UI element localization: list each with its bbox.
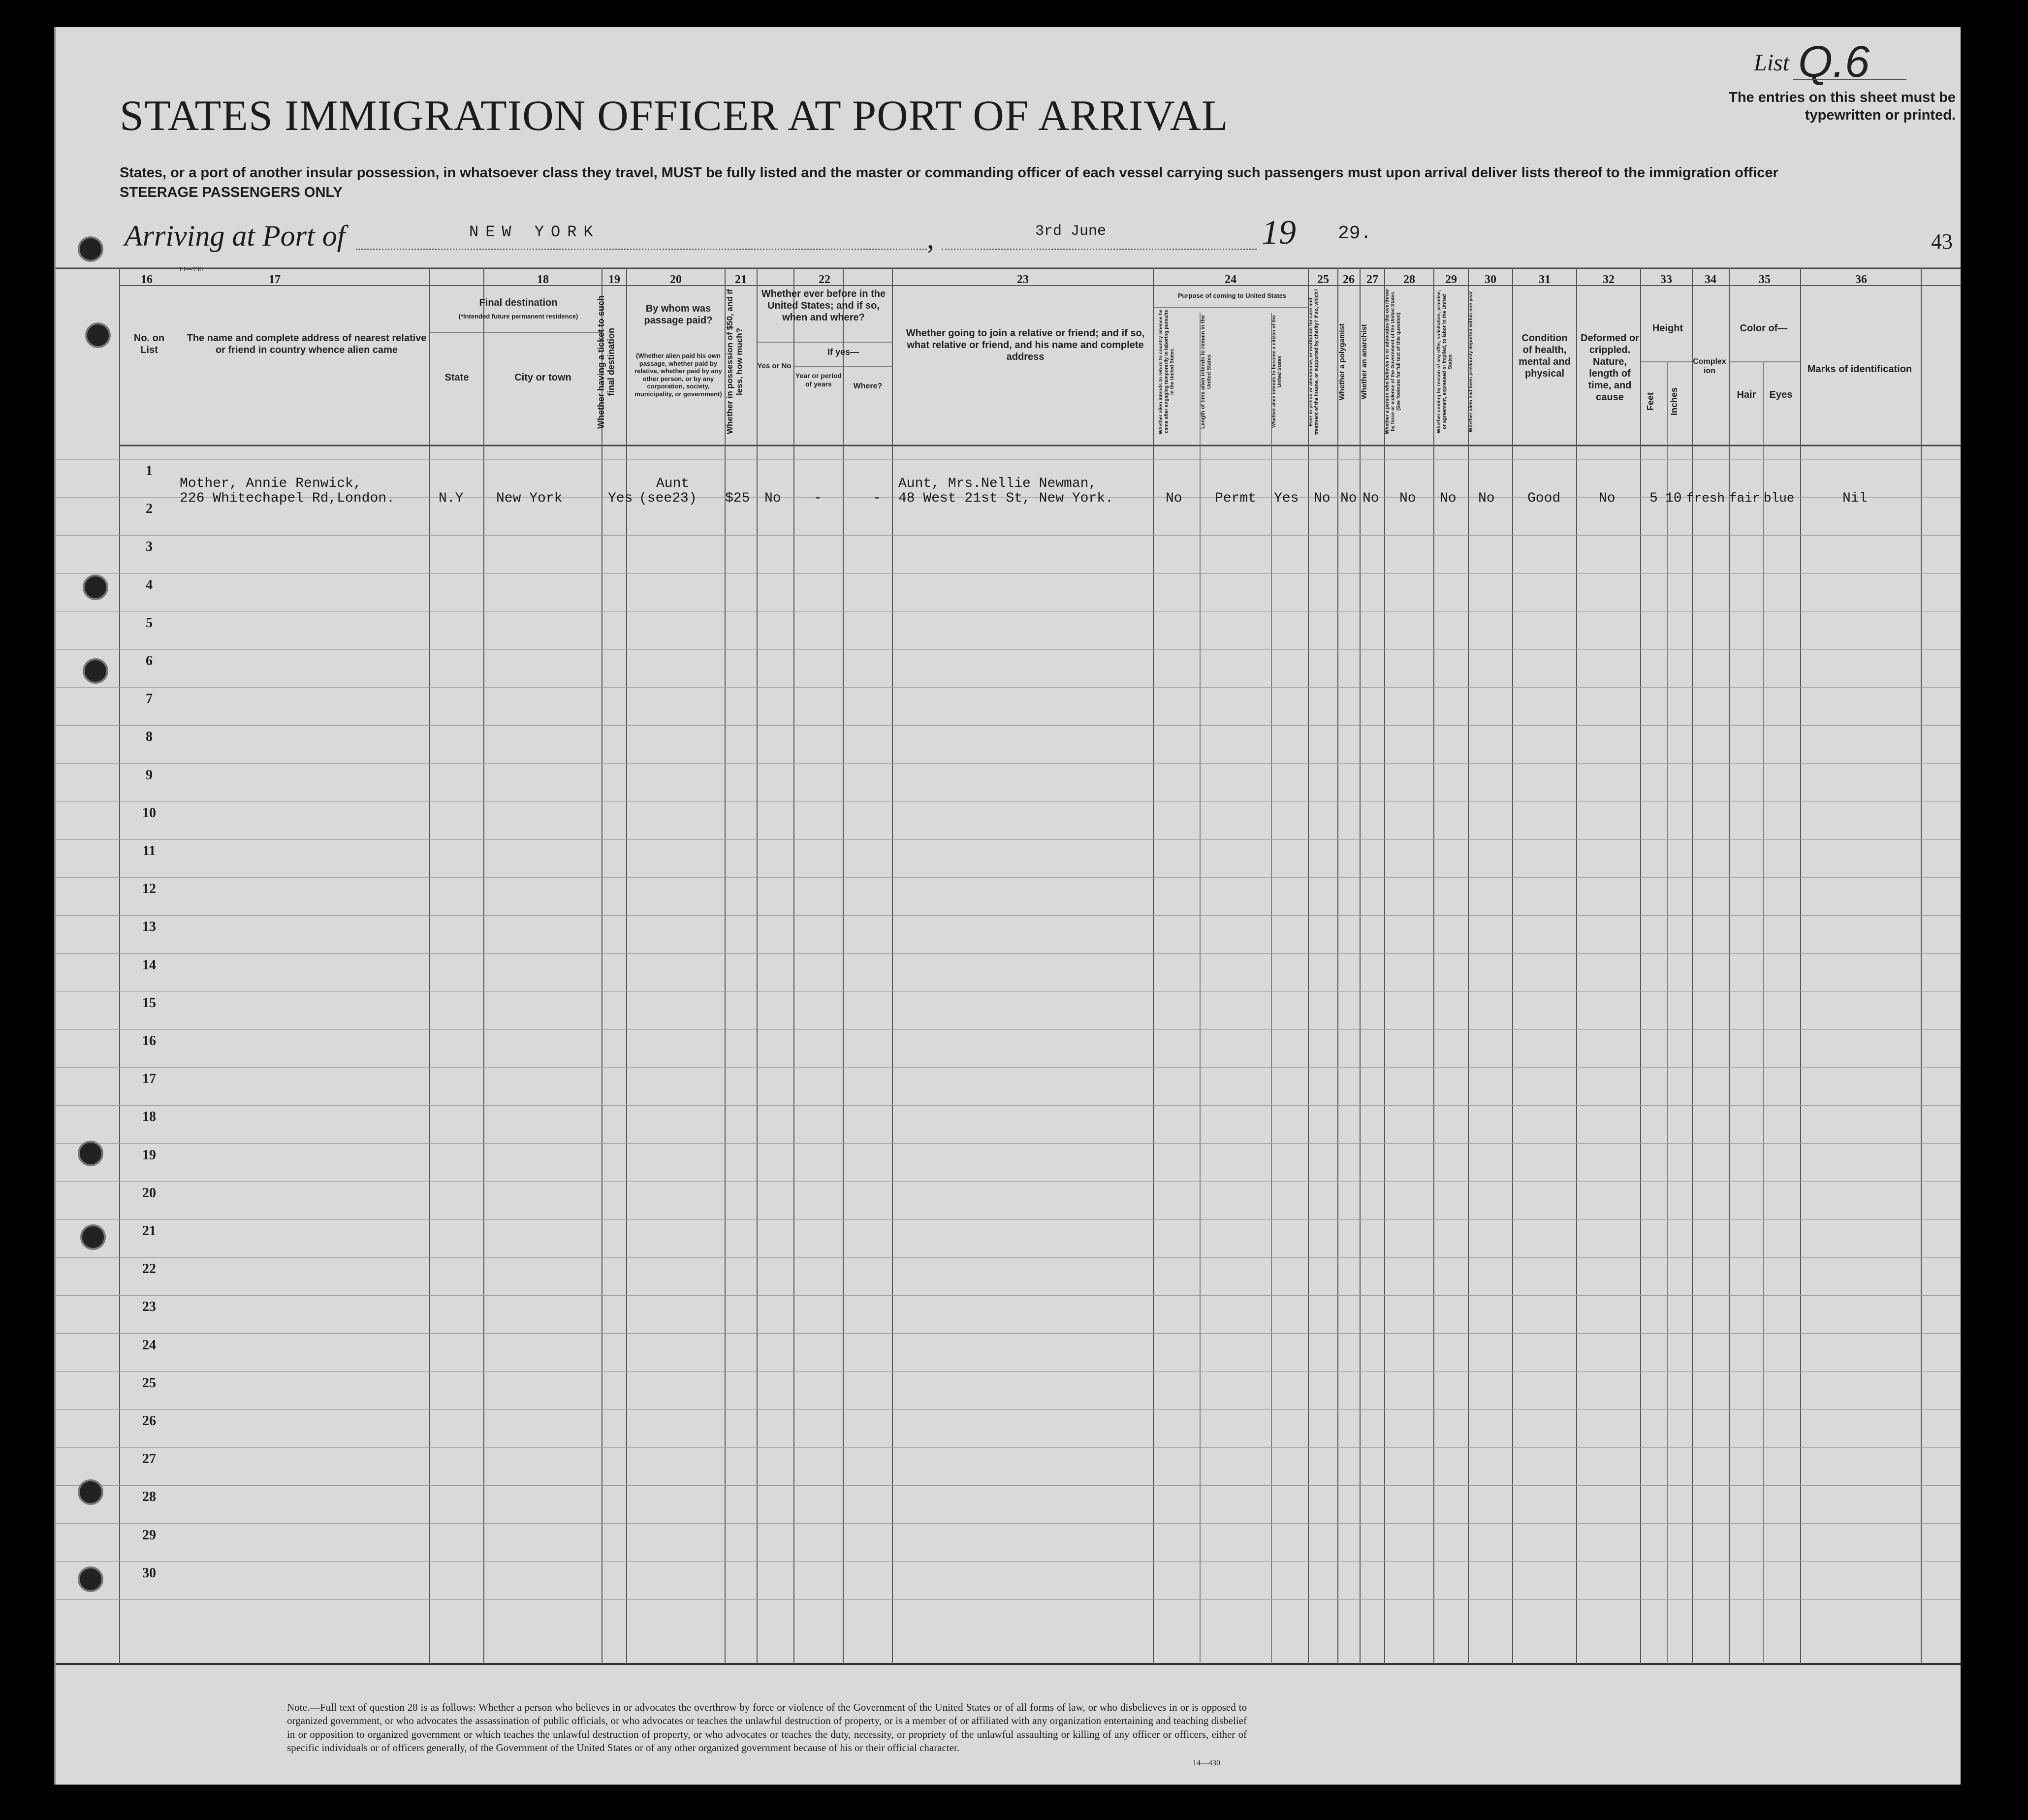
column-number: 30 <box>1485 273 1496 286</box>
labor-cell: No <box>1440 491 1457 506</box>
row-number: 19 <box>142 1147 156 1163</box>
col17-header: The name and complete address of nearest relative or friend in country whence alien came <box>187 333 427 355</box>
polygamist-cell: No <box>1340 491 1357 506</box>
col23-header: Whether going to join a relative or friend; and if so, what relative or friend, and his name and complete address <box>906 328 1145 362</box>
col28-header: Whether a person who believes in or advocates the overthrow by force or violence of the Government of the United States (See footnote for full text of this question) <box>1385 289 1401 435</box>
column-number: 22 <box>819 273 830 286</box>
col29-header: Whether coming by reason of any offer, solicitation, promise, or agreement, expressed or implied, to labor in the United States <box>1436 290 1453 434</box>
row-number: 13 <box>142 919 156 935</box>
row-number: 2 <box>146 501 153 517</box>
col18-note: (*Intended future permanent residence) <box>458 313 578 320</box>
where-cell: - <box>873 491 881 506</box>
typewritten-note: The entries on this sheet must be typewritten or printed. <box>1729 90 1956 124</box>
complexion-cell: fresh <box>1686 491 1725 506</box>
before-us-cell: No <box>764 491 781 506</box>
col33-inches-header: Inches <box>1669 387 1679 415</box>
date-value: 3rd June <box>1035 223 1107 240</box>
city-cell: New York <box>496 491 563 506</box>
page-title: STATES IMMIGRATION OFFICER AT PORT OF ARRIVAL <box>120 92 1229 140</box>
binder-hole <box>78 1141 103 1166</box>
column-number: 27 <box>1366 273 1378 286</box>
column-number: 21 <box>735 273 747 286</box>
overthrow-cell: No <box>1399 491 1416 506</box>
col18-group-header: Final destination <box>479 297 558 308</box>
row-number: 9 <box>146 767 153 783</box>
citizen-cell: Yes <box>1274 491 1299 506</box>
column-number: 34 <box>1705 273 1716 286</box>
col20-note: (Whether alien paid his own passage, whether paid by relative, whether paid by any other person, or by any corporation, society, municipality, or government) <box>634 352 722 398</box>
column-number: 35 <box>1759 273 1771 286</box>
col24c-header: Whether alien intends to become a citizen of the United States <box>1271 315 1283 428</box>
ticket-cell: Yes <box>608 491 633 506</box>
col32-header: Deformed or crippled. Nature, length of time, and cause <box>1581 333 1639 403</box>
feet-cell: 5 <box>1649 491 1658 506</box>
column-number: 33 <box>1660 273 1672 286</box>
inches-cell: 10 <box>1665 491 1682 506</box>
footer-note: Note.—Full text of question 28 is as follows: Whether a person who believes in or advocates the overthrow by force or violence of the Government of the United States or of all forms of law, or who disbelieves in or is opposed to organized government, or who advocates the assassination of public officials, or who advocates or teaches the unlawful destruction of property, or is a member of or affiliated with any organization entertaining and teaching disbelief in or opposition to organized government or which teaches the unlawful destruction of property, or who advocates or teaches the duty, necessity, or propriety of the unlawful assaulting or killing of any officer or officers, either of specific individuals or of officers generally, of the Government of the United States or of any other organized government because of his or their official character. <box>287 1701 1247 1754</box>
col35-hair-header: Hair <box>1737 389 1756 400</box>
row-number: 5 <box>146 615 153 631</box>
eyes-cell: blue <box>1764 491 1795 506</box>
table-grid <box>56 27 1961 1785</box>
column-number: 31 <box>1539 273 1551 286</box>
steerage-label: STEERAGE PASSENGERS ONLY <box>120 185 343 200</box>
row-number: 25 <box>142 1375 156 1391</box>
relative-line2: 226 Whitechapel Rd,London. <box>180 491 395 506</box>
binder-hole <box>78 1479 103 1505</box>
col25-header: Ever in prison or almshouse, or institution for care and treatment of the insane, or supported by charity? If so, which? <box>1308 288 1320 435</box>
row-number: 7 <box>146 691 153 707</box>
column-number: 24 <box>1225 273 1236 286</box>
col22-header: Whether ever before in the United States; and if so, when and where? <box>761 288 886 323</box>
deformed-cell: No <box>1599 491 1616 506</box>
col33-group-header: Height <box>1652 323 1683 334</box>
row-number: 17 <box>142 1071 156 1087</box>
row-number: 27 <box>142 1451 156 1467</box>
port-value: NEW YORK <box>469 223 600 241</box>
row-number: 8 <box>146 729 153 745</box>
row-number: 26 <box>142 1413 156 1429</box>
anarchist-cell: No <box>1363 491 1379 506</box>
col22-years-header: Year or period of years <box>795 372 842 388</box>
arriving-label: Arriving at Port of <box>125 220 346 252</box>
row-number: 10 <box>142 805 156 821</box>
col34-header: Complexion <box>1693 357 1726 376</box>
col22-ifyes-header: If yes— <box>827 347 859 357</box>
col22-where-header: Where? <box>853 382 883 390</box>
column-number: 28 <box>1403 273 1415 286</box>
paid-line1: Aunt <box>656 476 690 491</box>
col33-feet-header: Feet <box>1646 392 1655 411</box>
binder-hole <box>78 236 103 262</box>
row-number: 20 <box>142 1185 156 1201</box>
return-cell: No <box>1166 491 1182 506</box>
row-number: 14 <box>142 957 156 973</box>
column-number: 19 <box>608 273 620 286</box>
column-number: 18 <box>537 273 549 286</box>
money-cell: $25 <box>725 491 750 506</box>
row-number: 29 <box>142 1527 156 1543</box>
health-cell: Good <box>1527 491 1561 506</box>
col24b-header: Length of time alien intends to remain in the United States <box>1200 315 1212 429</box>
row-number: 6 <box>146 653 153 669</box>
column-number: 17 <box>269 273 281 286</box>
col20-header: By whom was passage paid? <box>644 303 713 326</box>
col18-city-header: City or town <box>514 372 571 383</box>
hair-cell: fair <box>1729 491 1760 506</box>
form-code: 14—430 <box>1193 1759 1220 1767</box>
row-number: 24 <box>142 1337 156 1353</box>
binder-hole <box>85 322 111 348</box>
column-number: 20 <box>670 273 682 286</box>
col35-eyes-header: Eyes <box>1769 389 1793 400</box>
state-cell: N.Y <box>439 491 464 506</box>
column-number: 23 <box>1017 273 1029 286</box>
year-suffix: 29. <box>1338 223 1372 244</box>
column-number: 36 <box>1855 273 1867 286</box>
col26-header: Whether a polygamist <box>1338 323 1346 400</box>
length-stay-cell: Permt <box>1215 491 1257 506</box>
col22-yesno-header: Yes or No <box>757 362 792 370</box>
row-number: 3 <box>146 539 153 555</box>
row-number: 12 <box>142 881 156 897</box>
tab-code: 14—136 <box>179 266 203 273</box>
binder-hole <box>83 575 108 600</box>
col24-group-header: Purpose of coming to United States <box>1177 292 1287 299</box>
deported-cell: No <box>1478 491 1495 506</box>
column-number: 29 <box>1445 273 1457 286</box>
marks-cell: Nil <box>1842 491 1868 506</box>
join-line2: 48 West 21st St, New York. <box>898 491 1113 506</box>
row-number: 21 <box>142 1223 156 1239</box>
col16-header: No. on List <box>133 333 165 355</box>
year-prefix: 19 <box>1262 214 1296 252</box>
column-number: 16 <box>141 273 153 286</box>
row-number: 15 <box>142 995 156 1011</box>
binder-hole <box>83 658 108 684</box>
col24a-header: Whether alien intends to return to country whence he came after engaging temporarily in laboring pursuits in the United States <box>1158 309 1175 434</box>
row-number: 23 <box>142 1299 156 1315</box>
col30-header: Whether alien had been previously deported within one year <box>1468 291 1474 433</box>
col31-header: Condition of health, mental and physical <box>1519 333 1571 379</box>
col27-header: Whether an anarchist <box>1360 324 1368 400</box>
row-number: 30 <box>142 1565 156 1581</box>
separator-comma: , <box>927 222 934 255</box>
binder-hole <box>78 1566 103 1592</box>
list-number: Q.6 <box>1798 37 1870 87</box>
page-subtitle: States, or a port of another insular possession, in whatsoever class they travel, MUST be fully listed and the master or commanding officer of each vessel carrying such passengers must upon arrival deliver lists thereof to the immigration officer <box>120 165 1778 181</box>
binder-hole <box>80 1224 106 1250</box>
col18-state-header: State <box>444 372 469 383</box>
join-line1: Aunt, Mrs.Nellie Newman, <box>898 476 1097 491</box>
list-label: List <box>1754 50 1790 76</box>
column-number: 25 <box>1317 273 1329 286</box>
col35-group-header: Color of— <box>1740 323 1788 334</box>
row-number: 4 <box>146 577 153 593</box>
row-number: 28 <box>142 1489 156 1505</box>
col21-header: Whether in possession of $50, and if less, how much? <box>725 289 744 435</box>
paid-line2: (see23) <box>639 491 697 506</box>
row-number: 11 <box>142 843 156 859</box>
row-number: 16 <box>142 1033 156 1049</box>
col36-header: Marks of identification <box>1807 364 1912 375</box>
relative-line1: Mother, Annie Renwick, <box>180 476 362 491</box>
row-number: 18 <box>142 1109 156 1125</box>
col19-header: Whether having a ticket to such final destination <box>596 295 616 429</box>
prison-cell: No <box>1314 491 1331 506</box>
years-cell: - <box>814 491 822 506</box>
column-number: 32 <box>1603 273 1615 286</box>
column-number: 26 <box>1343 273 1355 286</box>
row-number: 22 <box>142 1261 156 1277</box>
manifest-sheet <box>54 27 1961 1785</box>
page-number: 43 <box>1931 229 1953 254</box>
row-number: 1 <box>146 463 153 479</box>
